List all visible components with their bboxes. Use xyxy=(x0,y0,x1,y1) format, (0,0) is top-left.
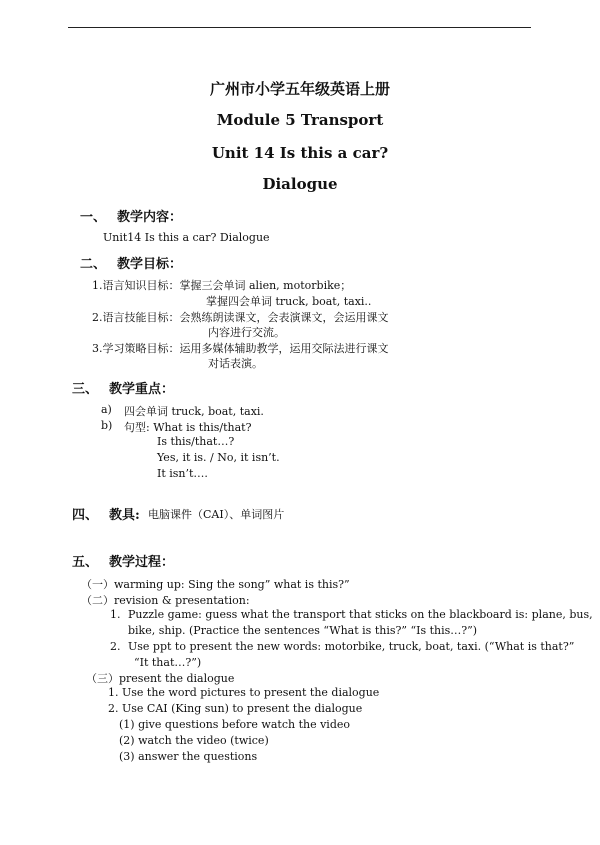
objective-line: 2.语言技能目标：会熟练朗读课文，会表演课文，会运用课文 xyxy=(92,311,389,324)
process-step: Puzzle game: guess what the transport that sticks on the blackboard is: plane, bus, xyxy=(128,608,593,621)
objective-line: 3.学习策略目标：运用多媒体辅助教学，运用交际法进行课文 xyxy=(92,342,389,355)
section5-heading: 教学过程： xyxy=(109,555,175,570)
process-step: （三）present the dialogue xyxy=(86,672,235,685)
focus-b-text: 句型: What is this/that? xyxy=(124,421,252,434)
process-step: （一）warming up: Sing the song” what is this?” xyxy=(81,578,350,591)
process-step: “It that…?”) xyxy=(134,656,202,669)
sentence-pattern: Is this/that…? xyxy=(157,435,235,448)
section2-heading: 教学目标： xyxy=(117,257,183,272)
process-step: （二）revision & presentation: xyxy=(81,594,250,607)
process-step: (1) give questions before watch the video xyxy=(119,718,350,731)
section1-number: 一、 xyxy=(80,210,107,225)
section4-heading: 教具: xyxy=(109,508,140,523)
section5-number: 五、 xyxy=(72,555,99,570)
process-step: (2) watch the video (twice) xyxy=(119,734,269,747)
objective-line: 对话表演。 xyxy=(208,357,263,370)
section1-content: Unit14 Is this a car? Dialogue xyxy=(103,231,270,244)
page-title: 广州市小学五年级英语上册 xyxy=(209,80,390,98)
process-step: 1. Use the word pictures to present the dialogue xyxy=(108,686,380,699)
process-step: (3) answer the questions xyxy=(119,750,258,763)
process-step: Use ppt to present the new words: motorbike, truck, boat, taxi. (“What is that?” xyxy=(128,640,575,653)
unit-title: Unit 14 Is this a car? xyxy=(211,144,389,162)
focus-a-text: 四会单词 truck, boat, taxi. xyxy=(124,405,264,418)
section4-number: 四、 xyxy=(72,508,99,523)
process-number: 2. xyxy=(110,640,121,653)
objective-line: 1.语言知识目标：掌握三会单词 alien, motorbike； xyxy=(92,279,352,292)
sentence-pattern: Yes, it is. / No, it isn’t. xyxy=(157,451,280,464)
focus-a-label: a) xyxy=(101,403,112,416)
top-rule xyxy=(68,27,531,28)
section4-content: 电脑课件（CAI）、单词图片 xyxy=(148,508,285,521)
objective-line: 内容进行交流。 xyxy=(208,326,285,339)
section1-heading: 教学内容： xyxy=(117,210,183,225)
section2-number: 二、 xyxy=(80,257,107,272)
objective-line: 掌握四会单词 truck, boat, taxi.. xyxy=(206,295,372,308)
focus-b-label: b) xyxy=(101,419,113,432)
section3-heading: 教学重点： xyxy=(109,382,175,397)
module-title: Module 5 Transport xyxy=(216,111,384,129)
subtitle: Dialogue xyxy=(262,175,338,193)
process-number: 1. xyxy=(110,608,121,621)
process-step: bike, ship. (Practice the sentences “What is this?” “Is this…?”) xyxy=(128,624,478,637)
process-step: 2. Use CAI (King sun) to present the dialogue xyxy=(108,702,363,715)
section3-number: 三、 xyxy=(72,382,99,397)
sentence-pattern: It isn’t…. xyxy=(157,467,208,480)
